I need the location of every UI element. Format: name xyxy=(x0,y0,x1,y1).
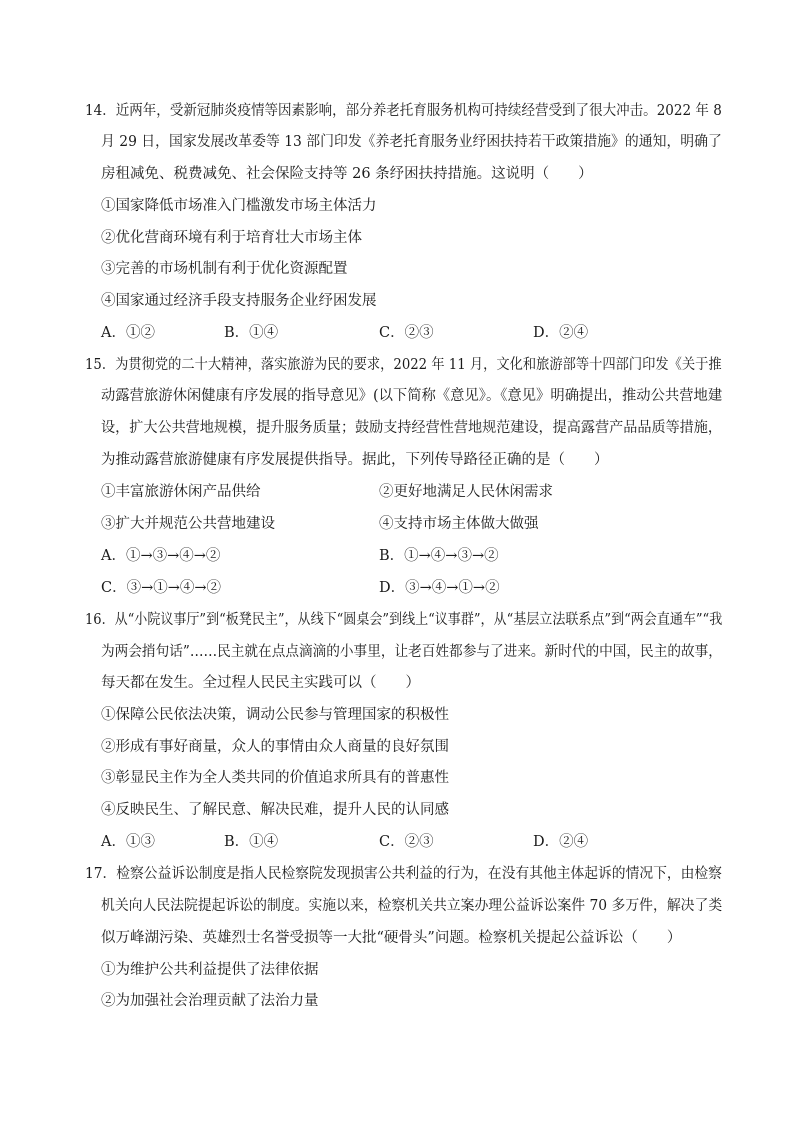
statement-item: ①为维护公共利益提供了法律依据 xyxy=(101,962,319,978)
choice-c[interactable]: C．③→①→④→② xyxy=(101,580,222,596)
statement-item: ③扩大并规范公共营地建设 xyxy=(101,516,275,532)
statement-item: ②优化营商环境有利于培育壮大市场主体 xyxy=(101,230,362,246)
statement-item: ③完善的市场机制有利于优化资源配置 xyxy=(101,261,348,277)
question-stem-line: 14．近两年，受新冠肺炎疫情等因素影响，部分养老托育服务机构可持续经营受到了很大冲击。2022 年 8 xyxy=(85,103,722,119)
question-stem-line: 15．为贯彻党的二十大精神，落实旅游为民的要求，2022 年 11 月，文化和旅游部等十四部门印发《关于推 xyxy=(85,357,722,373)
question-stem-line: 月 29 日，国家发展改革委等 13 部门印发《养老托育服务业纾困扶持若干政策措施》的通知，明确了 xyxy=(101,134,722,150)
statement-item: ②为加强社会治理贡献了法治力量 xyxy=(101,993,319,1009)
question-stem-line: 房租减免、税费减免、社会保险支持等 26 条纾困扶持措施。这说明（ ） xyxy=(101,166,593,182)
choice-a[interactable]: A．①③ xyxy=(101,834,155,850)
statement-item: ④国家通过经济手段支持服务企业纾困发展 xyxy=(101,293,377,309)
question-stem-line: 设，扩大公共营地规模，提升服务质量；鼓励支持经营性营地规范建设，提高露营产品品质等措施， xyxy=(101,420,723,436)
statement-item: ②更好地满足人民休闲需求 xyxy=(379,484,553,500)
question-stem-line: 每天都在发生。全过程人民民主实践可以（ ） xyxy=(101,675,420,691)
statement-item: ③彰显民主作为全人类共同的价值追求所具有的普惠性 xyxy=(101,770,449,786)
question-stem-line: 为两会捎句话”……民主就在点点滴滴的小事里，让老百姓都参与了进来。新时代的中国，民主的故事， xyxy=(101,644,722,660)
question-stem-line: 17．检察公益诉讼制度是指人民检察院发现损害公共利益的行为，在没有其他主体起诉的情况下，由检察 xyxy=(85,866,722,882)
choice-b[interactable]: B．①→④→③→② xyxy=(379,548,499,564)
question-stem-line: 机关向人民法院提起诉讼的制度。实施以来，检察机关共立案办理公益诉讼案件 70 多万件，解决了类 xyxy=(101,898,723,914)
choice-c[interactable]: C．②③ xyxy=(379,834,434,850)
choice-a[interactable]: A．①② xyxy=(101,325,155,341)
statement-item: ①丰富旅游休闲产品供给 xyxy=(101,484,261,500)
question-stem-line: 似万峰湖污染、英雄烈士名誉受损等一大批“硬骨头”问题。检察机关提起公益诉讼（ ） xyxy=(101,930,682,946)
choice-a[interactable]: A．①→③→④→② xyxy=(101,548,221,564)
choice-d[interactable]: D．③→④→①→② xyxy=(379,580,500,596)
choice-c[interactable]: C．②③ xyxy=(379,325,434,341)
statement-item: ④反映民生、了解民意、解决民难，提升人民的认同感 xyxy=(101,802,449,818)
question-stem-line: 为推动露营旅游健康有序发展提供指导。据此，下列传导路径正确的是（ ） xyxy=(101,452,609,468)
statement-item: ①保障公民依法决策，调动公民参与管理国家的积极性 xyxy=(101,707,449,723)
statement-item: ①国家降低市场准入门槛激发市场主体活力 xyxy=(101,198,377,214)
question-stem-line: 16．从“小院议事厅”到“板凳民主”，从线下“圆桌会”到线上“议事群”，从“基层立法联系点”到“两会直通车”“我 xyxy=(85,612,723,628)
statement-item: ②形成有事好商量，众人的事情由众人商量的良好氛围 xyxy=(101,739,449,755)
choice-b[interactable]: B．①④ xyxy=(224,834,279,850)
question-stem-line: 动露营旅游休闲健康有序发展的指导意见》(以下简称《意见》。《意见》明确提出，推动公共营地建 xyxy=(101,388,723,404)
choice-d[interactable]: D．②④ xyxy=(533,325,589,341)
choice-b[interactable]: B．①④ xyxy=(224,325,279,341)
statement-item: ④支持市场主体做大做强 xyxy=(379,516,539,532)
choice-d[interactable]: D．②④ xyxy=(533,834,589,850)
